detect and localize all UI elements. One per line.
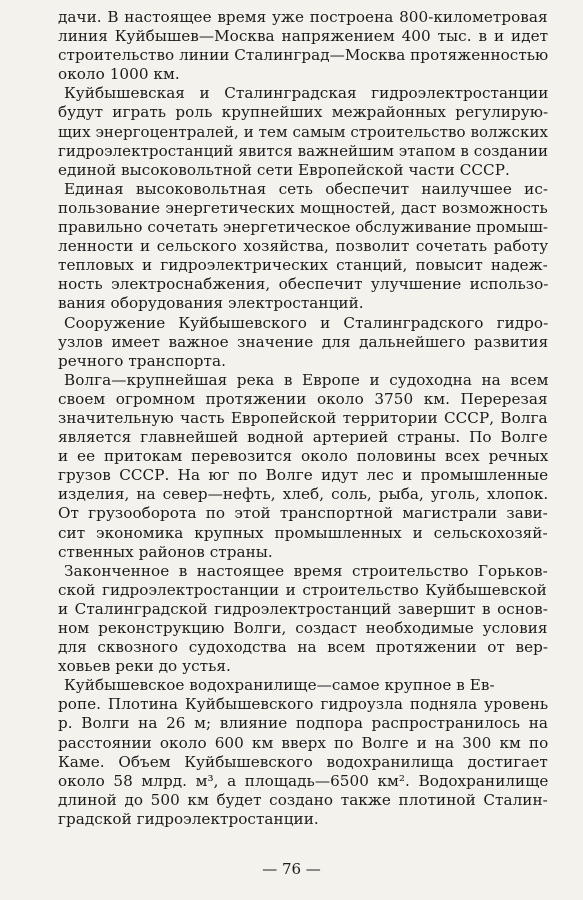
text-line: будут играть роль крупнейших межрайонных регулирую- — [58, 103, 549, 122]
text-line: правильно сочетать энергетическое обслуживание промыш- — [58, 218, 549, 237]
text-line: щих энергоцентралей, и тем самым строительство волжских — [58, 122, 549, 141]
text-line: Каме. Объем Куйбышевского водохранилища достигает — [58, 752, 548, 771]
text-line: грузов СССР. На юг по Волге идут лес и промышленные — [58, 466, 549, 485]
text-line: строительство линии Сталинград—Москва протяженностью — [58, 46, 549, 65]
text-line: ской гидроэлектростанции и строительство Куйбышевской — [58, 580, 547, 599]
text-line: своем огромном протяжении около 3750 км. Перерезая — [58, 389, 548, 408]
text-line: и ее притокам перевозится около половины всех речных — [58, 447, 549, 466]
text-line: Законченное в настоящее время строительство Горьков- — [64, 561, 548, 580]
text-line: Куйбышевская и Сталинградская гидроэлектростанции — [64, 84, 549, 103]
paragraph-1 — [58, 8, 548, 84]
text-line: дачи. В настоящее время уже построена 800-километровая — [58, 8, 548, 26]
paragraph-3 — [58, 180, 548, 314]
text-line: Волга—крупнейшая река в Европе и судоходна на всем — [64, 370, 549, 389]
text-line: р. Волги на 26 м; влияние подпора распространилось на — [58, 714, 549, 733]
text-line: ном реконструкцию Волги, создаст необходимые условия — [58, 619, 548, 637]
text-line: единой высоковольтной сети Европейской части СССР. — [58, 160, 510, 179]
text-line: линия Куйбышев—Москва напряжением 400 тыс. в и идет — [58, 27, 549, 46]
text-line: Единая высоковольтная сеть обеспечит наилучшее ис- — [64, 179, 549, 198]
text-line: градской гидроэлектростанции. — [58, 809, 319, 828]
paragraph-6 — [58, 562, 548, 677]
text-line: изделия, на север—нефть, хлеб, соль, рыба, уголь, хлопок. — [58, 485, 549, 504]
paragraph-5 — [58, 371, 548, 562]
text-line: расстоянии около 600 км вверх по Волге и на 300 км по — [58, 733, 549, 752]
text-line: ленности и сельского хозяйства, позволит сочетать работу — [58, 237, 549, 256]
text-line: вания оборудования электростанций. — [58, 294, 364, 313]
text-line: речного транспорта. — [58, 351, 226, 370]
paragraph-7 — [58, 676, 548, 829]
page-number: — 76 — — [262, 860, 321, 878]
text-line: для сквозного судоходства на всем протяжении от вер- — [58, 638, 549, 657]
paragraph-4 — [58, 314, 548, 371]
text-line: Куйбышевское водохранилище—самое крупное в Ев- — [64, 676, 495, 695]
text-line: и Сталинградской гидроэлектростанций завершит в основ- — [58, 599, 548, 618]
text-line: около 1000 км. — [58, 65, 180, 84]
text-line: узлов имеет важное значение для дальнейшего развития — [58, 332, 549, 351]
text-line: пользование энергетических мощностей, даст возможность — [58, 198, 548, 217]
text-line: является главнейшей водной артерией страны. По Волге — [58, 428, 548, 447]
text-line: ность электроснабжения, обеспечит улучшение использо- — [58, 275, 549, 294]
paragraph-2 — [58, 84, 548, 179]
text-line: гидроэлектростанций явится важнейшим этапом в создании — [58, 141, 549, 160]
text-line: ропе. Плотина Куйбышевского гидроузла подняла уровень — [58, 695, 549, 714]
text-line: От грузооборота по этой транспортной магистрали зави- — [58, 504, 548, 523]
body-text — [58, 8, 548, 829]
text-line: ховьев реки до устья. — [58, 657, 231, 676]
text-line: Сооружение Куйбышевского и Сталинградского гидро- — [64, 313, 549, 332]
text-line: значительную часть Европейской территории СССР, Волга — [58, 408, 548, 427]
text-line: ственных районов страны. — [58, 542, 273, 561]
text-line: тепловых и гидроэлектрических станций, повысит надеж- — [58, 256, 548, 275]
text-line: около 58 млрд. м³, а площадь—6500 км². Водохранилище — [58, 771, 549, 790]
text-line: сит экономика крупных промышленных и сельскохозяй- — [58, 523, 548, 542]
text-line: длиной до 500 км будет создано также плотиной Сталин- — [58, 790, 548, 809]
